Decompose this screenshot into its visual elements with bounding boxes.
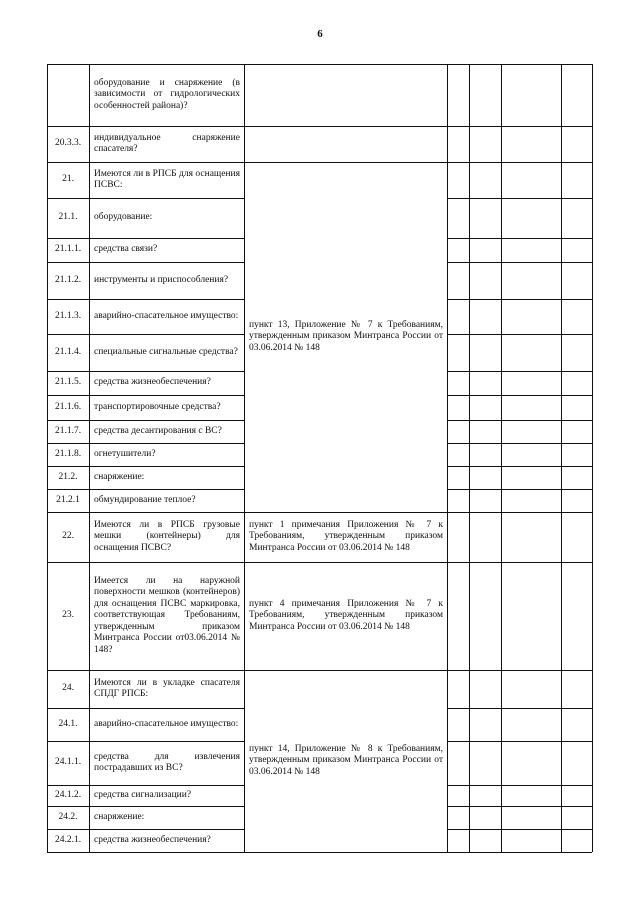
question-label: средства жизнеобеспечения?: [94, 834, 211, 845]
item-number: 21.1.4.: [54, 346, 82, 357]
item-number: 21.2.: [58, 471, 78, 482]
item-number: [47, 64, 89, 126]
item-number: 21.1.: [58, 212, 78, 223]
table-rule: [447, 466, 592, 467]
item-number: 21.1.7.: [54, 425, 82, 436]
question-text: [89, 806, 244, 829]
item-number: 24.1.: [58, 718, 78, 729]
question-label: средства десантирования с ВС?: [94, 425, 222, 436]
question-text: [89, 371, 244, 395]
question-label: инструменты и приспособления?: [94, 274, 229, 285]
requirement-reference-text: пункт 4 примечания Приложения № 7 к Требованиям, утвержденным приказом Минтранса России от 03.06.2014 № 148: [249, 598, 443, 632]
item-number: 21.1.8.: [54, 448, 82, 459]
table-rule: [447, 262, 592, 263]
question-text: [89, 785, 244, 806]
question-text: [89, 420, 244, 443]
question-text: [89, 489, 244, 512]
table-rule: [447, 829, 592, 830]
question-text: [89, 64, 244, 126]
question-label: средства жизнеобеспечения?: [94, 377, 211, 388]
question-label: средства для извлечения пострадавших из ВС?: [94, 751, 240, 773]
table-rule: [592, 64, 593, 852]
question-label: оборудование:: [94, 212, 153, 223]
table-rule: [447, 64, 448, 852]
table-rule: [47, 852, 592, 853]
table-rule: [447, 371, 592, 372]
question-text: [89, 238, 244, 262]
question-text: [89, 670, 244, 708]
question-label: средства сигнализации?: [94, 789, 192, 800]
table-rule: [501, 64, 502, 852]
table-rule: [561, 64, 562, 852]
question-label: Имеются ли в укладке спасателя СПДГ РПСБ:: [94, 677, 240, 699]
requirement-reference: [244, 512, 447, 562]
question-text: [89, 395, 244, 420]
requirement-reference: [244, 162, 447, 512]
question-label: Имеются ли в РПСБ грузовые мешки (контейнеры) для оснащения ПСВС?: [94, 519, 240, 553]
item-number: 21.2.1: [56, 494, 80, 505]
table-rule: [447, 395, 592, 396]
table-rule: [447, 806, 592, 807]
table-rule: [447, 238, 592, 239]
question-text: [89, 162, 244, 198]
question-label: средства связи?: [94, 244, 158, 255]
requirement-reference-text: пункт 1 примечания Приложения № 7 к Требованиям, утвержденным приказом Минтранса России от 03.06.2014 № 148: [249, 519, 443, 553]
question-text: [89, 562, 244, 670]
table-rule: [447, 489, 592, 490]
question-text: [89, 466, 244, 489]
requirement-reference-text: пункт 13, Приложение № 7 к Требованиям, утвержденным приказом Минтранса России от 03.06.2014 № 148: [249, 319, 443, 353]
table-rule: [447, 299, 592, 300]
question-text: [89, 126, 244, 162]
table-rule: [447, 420, 592, 421]
question-label: Имеются ли в РПСБ для оснащения ПСВС:: [94, 168, 240, 190]
question-text: [89, 829, 244, 852]
question-label: снаряжение:: [94, 471, 145, 482]
item-number: 24.1.1.: [54, 757, 82, 768]
item-number: 24.2.: [58, 811, 78, 822]
question-text: [89, 198, 244, 238]
question-text: [89, 334, 244, 371]
item-number: 24.1.2.: [54, 789, 82, 800]
table-rule: [447, 785, 592, 786]
item-number: 21.: [62, 174, 74, 185]
page-number: 6: [317, 28, 323, 40]
table-rule: [469, 64, 470, 852]
item-number: 21.1.6.: [54, 401, 82, 412]
question-label: аварийно-спасательное имущество:: [94, 310, 239, 321]
question-label: аварийно-спасательное имущество:: [94, 718, 239, 729]
table-rule: [447, 443, 592, 444]
item-number: 24.2.1.: [54, 834, 82, 845]
question-label: снаряжение:: [94, 811, 145, 822]
question-label: специальные сигнальные средства?: [94, 346, 238, 357]
table-rule: [447, 334, 592, 335]
question-label: обмундирование теплое?: [94, 494, 196, 505]
item-number: 24.: [62, 683, 74, 694]
item-number: 21.1.3.: [54, 310, 82, 321]
question-label: Имеется ли на наружной поверхности мешков (контейнеров) для оснащения ПСВС маркировка, соответствующая Требованиям, утвержденным приказом Минтранса России от03.06.2014 № 148?: [94, 575, 240, 655]
requirement-reference: [244, 670, 447, 852]
item-number: 20.3.3.: [54, 138, 82, 149]
question-label: транспортировочные средства?: [94, 401, 221, 412]
question-text: [89, 299, 244, 334]
table-rule: [447, 198, 592, 199]
question-text: [89, 741, 244, 785]
question-label: оборудование и снаряжение (в зависимости от гидрологических особенностей района)?: [94, 77, 240, 111]
question-text: [89, 512, 244, 562]
requirement-reference-text: пункт 14, Приложение № 8 к Требованиям, утвержденным приказом Минтранса России от 03.06.2014 № 148: [249, 743, 443, 777]
checklist-table: [47, 64, 592, 852]
requirement-reference: [244, 562, 447, 670]
question-label: индивидуальное снаряжение спасателя?: [94, 132, 240, 154]
question-text: [89, 443, 244, 466]
question-text: [89, 262, 244, 299]
question-text: [89, 708, 244, 741]
item-number: 23.: [62, 610, 74, 621]
item-number: 22.: [62, 531, 74, 542]
item-number: 21.1.5.: [54, 377, 82, 388]
item-number: 21.1.2.: [54, 274, 82, 285]
item-number: 21.1.1.: [54, 244, 82, 255]
table-rule: [447, 741, 592, 742]
table-rule: [447, 708, 592, 709]
question-label: огнетушители?: [94, 448, 156, 459]
